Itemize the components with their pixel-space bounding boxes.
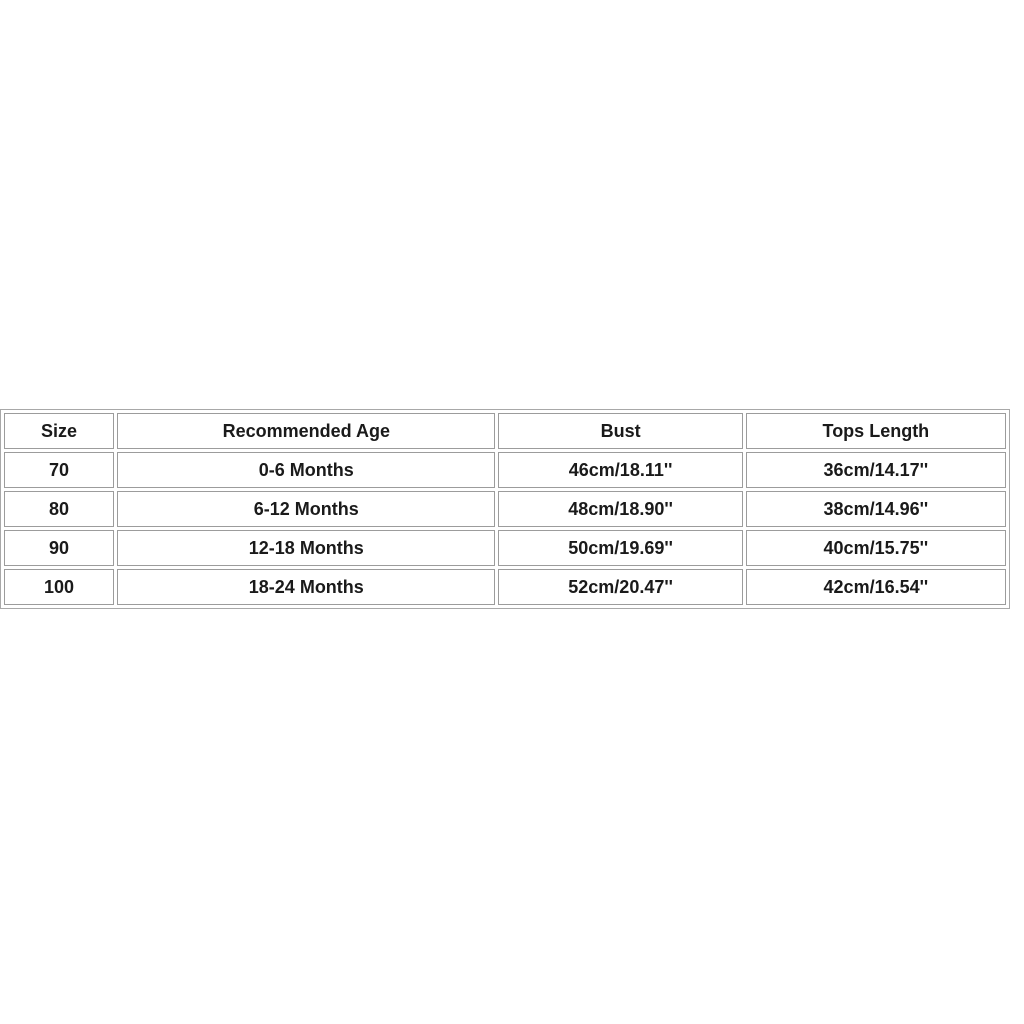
- header-tops-length: Tops Length: [746, 413, 1006, 449]
- size-chart-table: [0, 409, 1010, 609]
- header-recommended-age: Recommended Age: [117, 413, 495, 449]
- cell-tops-length: 38cm/14.96'': [746, 491, 1006, 527]
- table-row: [4, 491, 1006, 527]
- cell-bust: 48cm/18.90'': [498, 491, 742, 527]
- header-bust: Bust: [498, 413, 742, 449]
- cell-age: 0-6 Months: [117, 452, 495, 488]
- cell-age: 6-12 Months: [117, 491, 495, 527]
- table-row: [4, 452, 1006, 488]
- cell-tops-length: 40cm/15.75'': [746, 530, 1006, 566]
- cell-tops-length: 36cm/14.17'': [746, 452, 1006, 488]
- cell-tops-length: 42cm/16.54'': [746, 569, 1006, 605]
- cell-age: 18-24 Months: [117, 569, 495, 605]
- table-row: [4, 569, 1006, 605]
- table-header-row: [4, 413, 1006, 449]
- header-size: Size: [4, 413, 114, 449]
- cell-bust: 50cm/19.69'': [498, 530, 742, 566]
- cell-bust: 52cm/20.47'': [498, 569, 742, 605]
- cell-size: 80: [4, 491, 114, 527]
- cell-size: 100: [4, 569, 114, 605]
- cell-size: 70: [4, 452, 114, 488]
- cell-bust: 46cm/18.11'': [498, 452, 742, 488]
- cell-size: 90: [4, 530, 114, 566]
- table-row: [4, 530, 1006, 566]
- cell-age: 12-18 Months: [117, 530, 495, 566]
